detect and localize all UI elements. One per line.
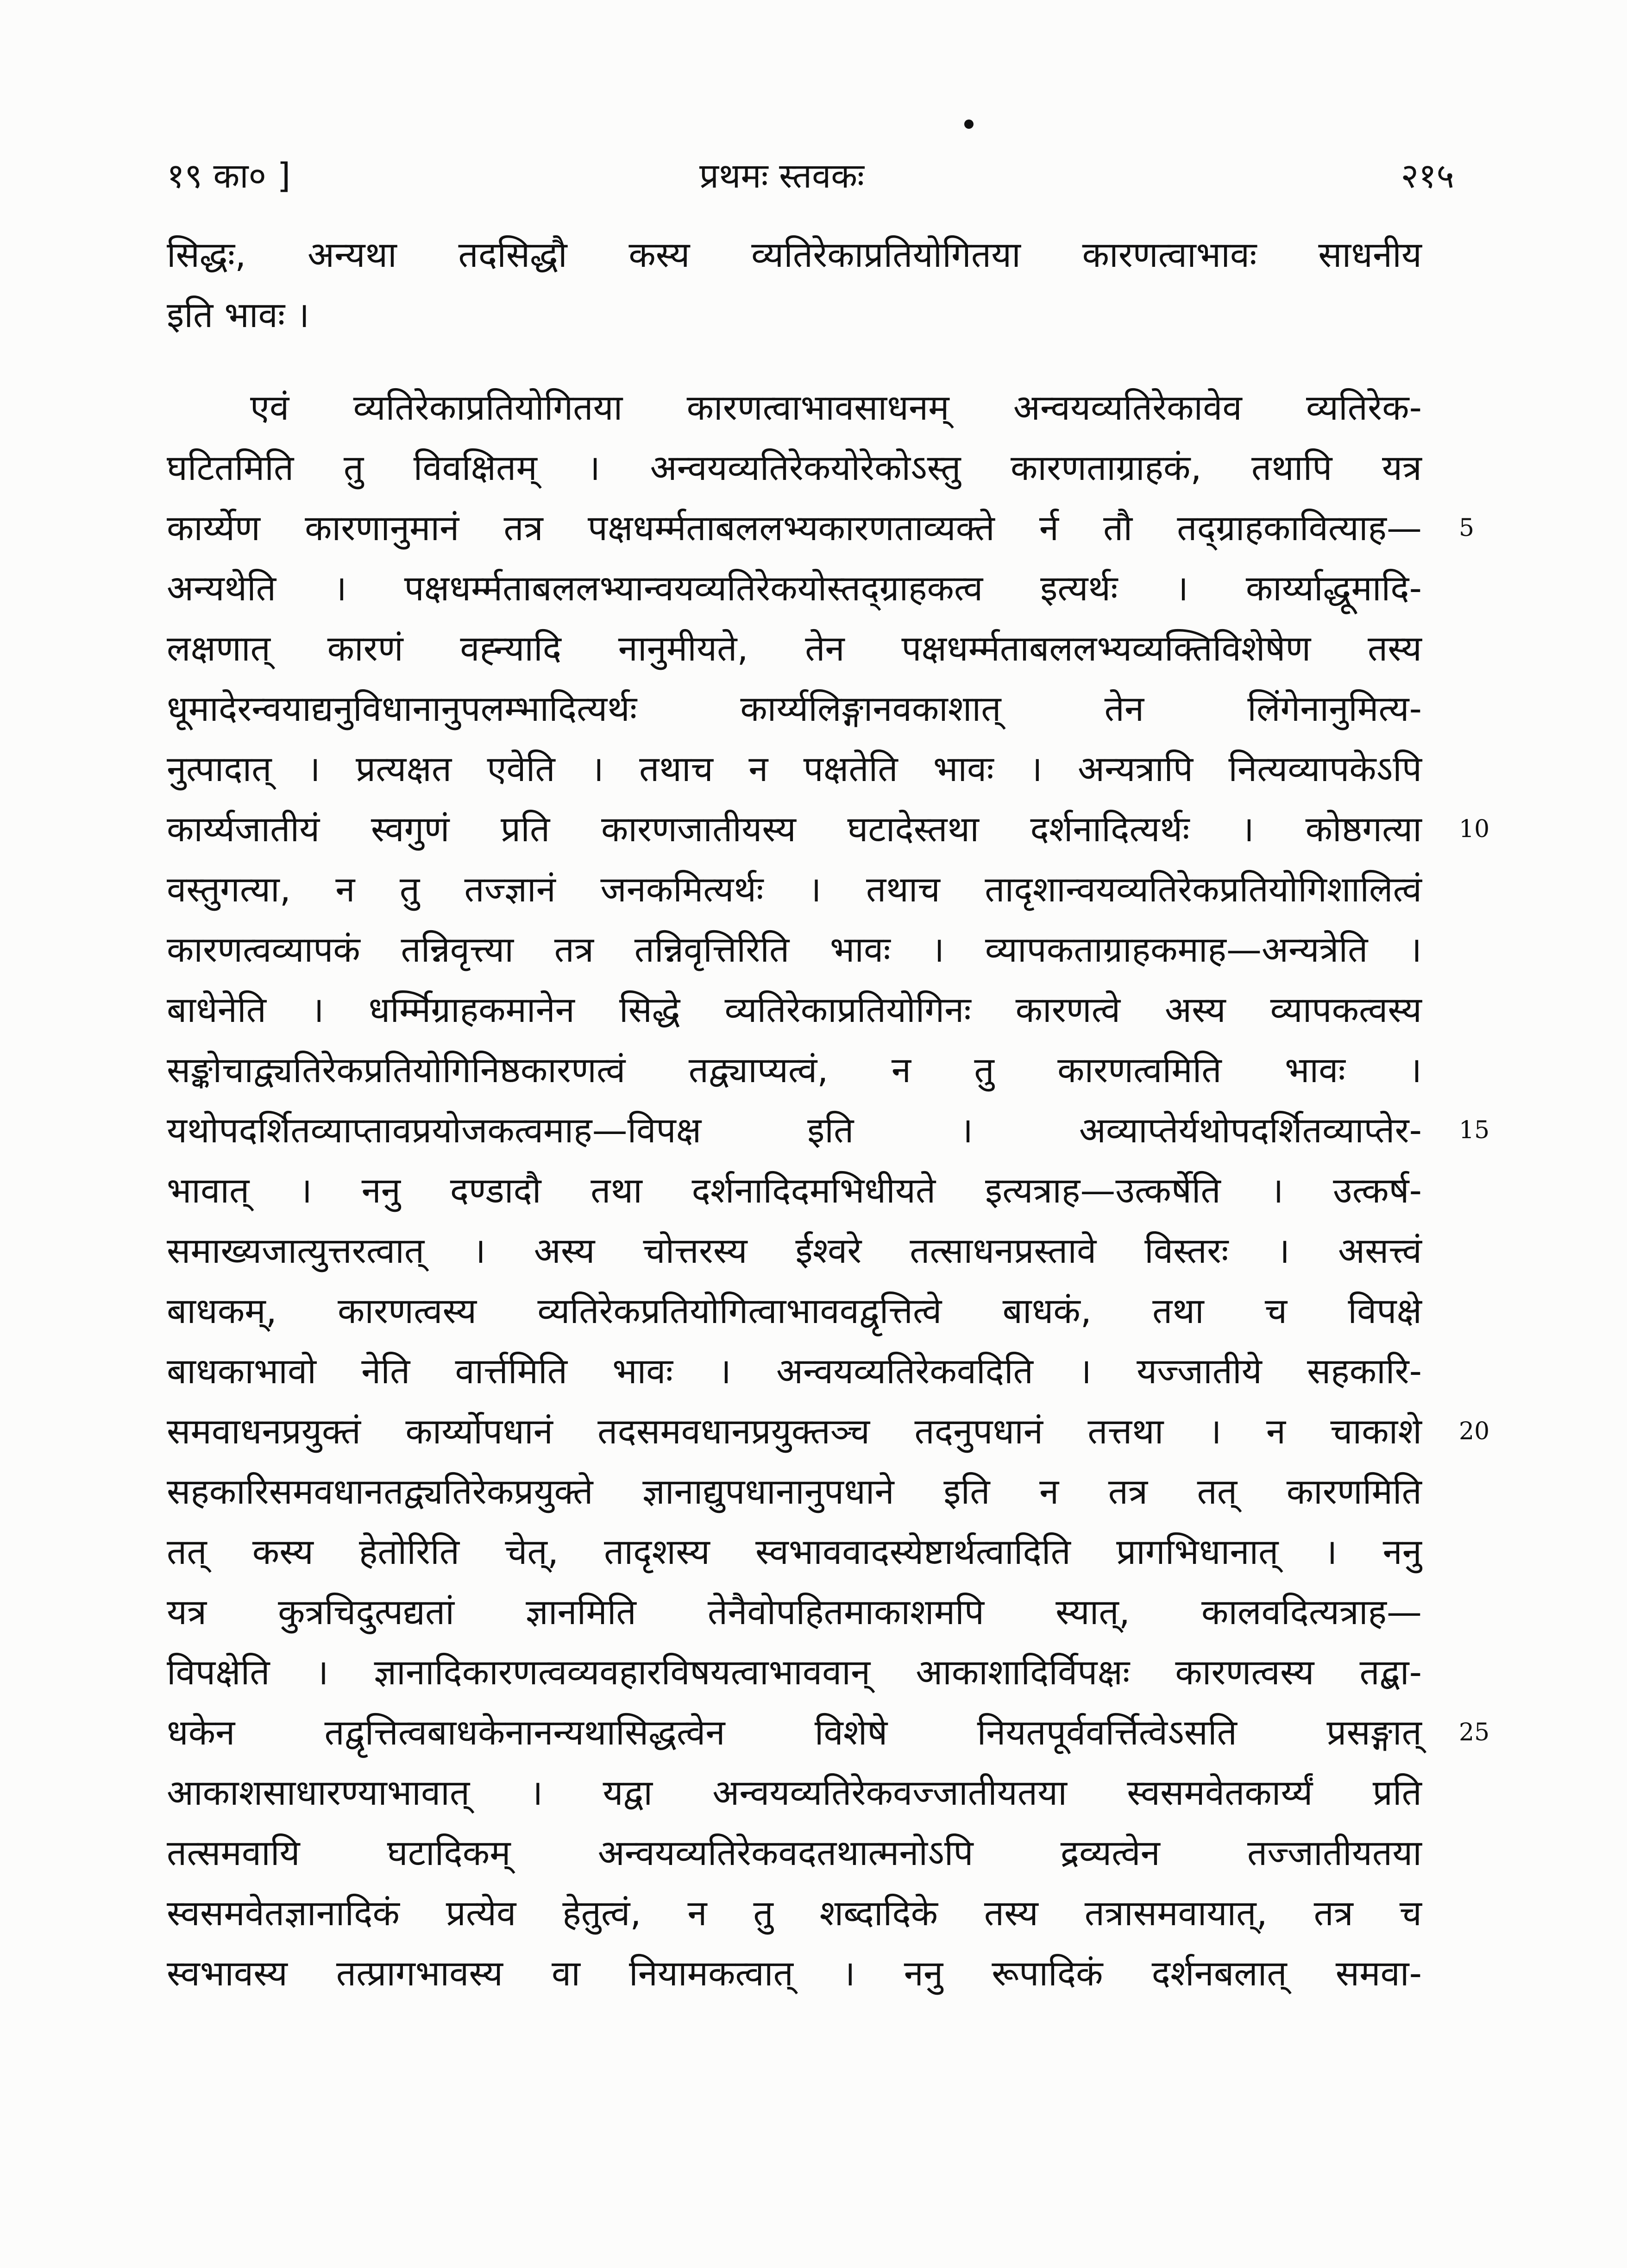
text-line: बाधकम्, कारणत्वस्य व्यतिरेकप्रतियोगित्वाभाववद्वृत्तित्वे बाधकं, तथा च विपक्षे: [167, 1290, 1422, 1331]
text-line: एवं व्यतिरेकाप्रतियोगितया कारणत्वाभावसाधनम् अन्वयव्यतिरेकावेव व्यतिरेक-: [250, 387, 1422, 428]
text-line: कार्य्येण कारणानुमानं तत्र पक्षधर्म्मताबललभ्यकारणताव्यक्ते र्न तौ तद्ग्राहकावित्याह—: [167, 507, 1422, 548]
header-chapter-ref: १९ का० ]: [167, 156, 291, 196]
text-line: अन्यथेति । पक्षधर्म्मताबललभ्यान्वयव्यतिरेकयोस्तद्ग्राहकत्व इत्यर्थः । कार्य्याद्धूमादि-: [167, 567, 1422, 609]
text-line: सिद्धः, अन्यथा तदसिद्धौ कस्य व्यतिरेकाप्रतियोगितया कारणत्वाभावः साधनीय: [167, 234, 1422, 275]
text-line: बाधकाभावो नेति वार्त्तमिति भावः । अन्वयव्यतिरेकवदिति । यज्जातीये सहकारि-: [167, 1350, 1422, 1392]
text-line: इति भावः ।: [167, 294, 310, 335]
text-line: समाख्यजात्युत्तरत्वात् । अस्य चोत्तरस्य ईश्वरे तत्साधनप्रस्तावे विस्तरः । असत्त्वं: [167, 1230, 1422, 1271]
text-line: बाधेनेति । धर्म्मिग्राहकमानेन सिद्धे व्यतिरेकाप्रतियोगिनः कारणत्वे अस्य व्यापकत्वस्य: [167, 989, 1422, 1030]
line-number: 10: [1459, 815, 1490, 843]
text-line: धूमादेरन्वयाद्यनुविधानानुपलम्भादित्यर्थः कार्य्यलिङ्गानवकाशात् तेन लिंगेनानुमित्य-: [167, 688, 1422, 729]
text-line: कारणत्वव्यापकं तन्निवृत्त्या तत्र तन्निवृत्तिरिति भावः । व्यापकताग्राहकमाह—अन्यत्रेति ।: [167, 929, 1422, 970]
text-line: यथोपदर्शितव्याप्तावप्रयोजकत्वमाह—विपक्ष इति । अव्याप्तेर्यथोपदर्शितव्याप्तेर-: [167, 1109, 1422, 1151]
text-line: तत् कस्य हेतोरिति चेत्, तादृशस्य स्वभाववादस्येष्टार्थत्वादिति प्रागभिधानात् । ननु: [167, 1531, 1422, 1572]
text-line: नुत्पादात् । प्रत्यक्षत एवेति । तथाच न पक्षतेति भावः । अन्यत्रापि नित्यव्यापकेऽपि: [167, 748, 1422, 789]
text-line: लक्षणात् कारणं वह्न्यादि नानुमीयते, तेन पक्षधर्म्मताबललभ्यव्यक्तिविशेषेण तस्य: [167, 628, 1422, 669]
text-line: विपक्षेति । ज्ञानादिकारणत्वव्यवहारविषयत्वाभाववान् आकाशादिर्विपक्षः कारणत्वस्य तद्बा-: [167, 1651, 1422, 1693]
text-line: कार्य्यजातीयं स्वगुणं प्रति कारणजातीयस्य घटादेस्तथा दर्शनादित्यर्थः । कोष्ठगत्या: [167, 808, 1422, 850]
text-line: सहकारिसमवधानतद्व्यतिरेकप्रयुक्ते ज्ञानाद्युपधानानुपधाने इति न तत्र तत् कारणमिति: [167, 1471, 1422, 1512]
text-line: वस्तुगत्या, न तु तज्ज्ञानं जनकमित्यर्थः । तथाच तादृशान्वयव्यतिरेकप्रतियोगिशालित्वं: [167, 869, 1422, 910]
header-page-number: २१५: [1401, 156, 1454, 196]
text-line: आकाशसाधारण्याभावात् । यद्वा अन्वयव्यतिरेकवज्जातीयतया स्वसमवेतकार्य्यं प्रति: [167, 1772, 1422, 1813]
text-line: घटितमिति तु विवक्षितम् । अन्वयव्यतिरेकयोरेकोऽस्तु कारणताग्राहकं, तथापि यत्र: [167, 447, 1422, 488]
line-number: 25: [1459, 1719, 1490, 1746]
line-number: 15: [1459, 1116, 1490, 1144]
ink-dot: [964, 120, 974, 129]
header-title: प्रथमः स्तवकः: [699, 156, 865, 196]
page-header: [167, 148, 1454, 204]
text-line: तत्समवायि घटादिकम् अन्वयव्यतिरेकवदतथात्मनोऽपि द्रव्यत्वेन तज्जातीयतया: [167, 1832, 1422, 1873]
line-number: 20: [1459, 1418, 1490, 1445]
line-number: 5: [1459, 514, 1475, 542]
text-line: धकेन तद्वृत्तित्वबाधकेनानन्यथासिद्धत्वेन विशेषे नियतपूर्ववर्त्तित्वेऽसति प्रसङ्गात्: [167, 1712, 1422, 1753]
text-line: स्वभावस्य तत्प्रागभावस्य वा नियामकत्वात् । ननु रूपादिकं दर्शनबलात् समवा-: [167, 1953, 1422, 1994]
text-line: सङ्कोचाद्व्यतिरेकप्रतियोगिनिष्ठकारणत्वं तद्व्याप्यत्वं, न तु कारणत्वमिति भावः ।: [167, 1049, 1422, 1090]
text-line: समवाधनप्रयुक्तं कार्य्योपधानं तदसमवधानप्रयुक्तञ्च तदनुपधानं तत्तथा । न चाकाशे: [167, 1411, 1422, 1452]
text-line: भावात् । ननु दण्डादौ तथा दर्शनादिदमभिधीयते इत्यत्राह—उत्कर्षेति । उत्कर्ष-: [167, 1170, 1422, 1211]
text-line: यत्र कुत्रचिदुत्पद्यतां ज्ञानमिति तेनैवोपहितमाकाशमपि स्यात्, कालवदित्यत्राह—: [167, 1591, 1422, 1632]
text-line: स्वसमवेतज्ञानादिकं प्रत्येव हेतुत्वं, न तु शब्दादिके तस्य तत्रासमवायात्, तत्र च: [167, 1892, 1422, 1934]
